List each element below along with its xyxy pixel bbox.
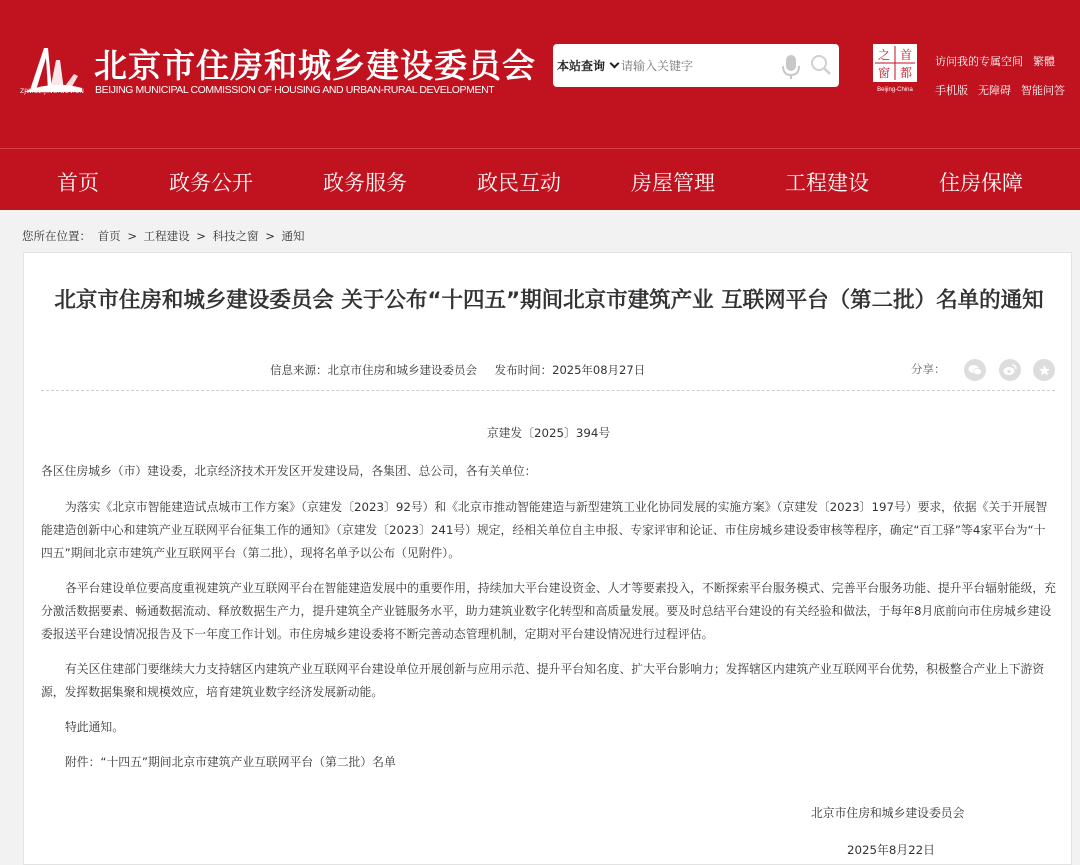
signature-date: 2025年8月22日 bbox=[847, 843, 935, 857]
search-scope-dropdown[interactable] bbox=[557, 57, 618, 74]
article-meta bbox=[270, 362, 659, 378]
nav-item-housing-security[interactable]: 住房保障 bbox=[939, 171, 1023, 195]
breadcrumb-construction[interactable]: 工程建设 bbox=[143, 229, 190, 243]
issuer-signature: 北京市住房和城乡建设委员会 bbox=[811, 806, 965, 820]
nav-item-construction[interactable]: 工程建设 bbox=[785, 171, 869, 195]
nav-item-home[interactable]: 首页 bbox=[57, 171, 99, 195]
search-scope-label: 本站查询 bbox=[557, 59, 606, 73]
breadcrumb-label: 您所在位置： bbox=[22, 229, 91, 243]
document-number: 京建发〔2025〕394号 bbox=[486, 426, 611, 440]
breadcrumb-tech-window[interactable]: 科技之窗 bbox=[212, 229, 259, 243]
paragraph: 为落实《北京市智能建造试点城市工作方案》（京建发〔2023〕92号）和《北京市推动智能建造与新型建筑工业化协同发展的实施方案》（京建发〔2023〕197号）要求，依据《关于开展智能建造创新中心和建筑产业互联网平台征集工作的通知》（京建发〔2023〕241号）规定，经相关单位自主申报、专家评审和论证、市住房城乡建设委审核等程序，确定“百工驿”等4家平台为“十四五”期间北京市建筑产业互联网平台（第二批），现将名单予以公布（见附件）。 bbox=[41, 500, 1048, 560]
capital-logo-char: 之 bbox=[877, 48, 891, 62]
breadcrumb-separator: > bbox=[265, 229, 275, 243]
attachment-link[interactable]: 附件：“十四五”期间北京市建筑产业互联网平台（第二批）名单 bbox=[65, 755, 396, 769]
breadcrumb-home[interactable]: 首页 bbox=[97, 229, 121, 243]
nav-item-housing-management[interactable]: 房屋管理 bbox=[631, 171, 715, 195]
breadcrumb-separator: > bbox=[127, 229, 137, 243]
capital-logo-char: 首 bbox=[899, 48, 913, 62]
capital-window-logo-icon[interactable] bbox=[871, 42, 919, 94]
nav-item-gov-services[interactable]: 政务服务 bbox=[323, 171, 407, 195]
wechat-icon[interactable] bbox=[964, 359, 986, 381]
title-divider bbox=[41, 390, 1055, 391]
capital-logo-caption: Beijing-China bbox=[877, 87, 913, 93]
chevron-down-icon bbox=[610, 59, 620, 69]
capital-logo-char: 都 bbox=[899, 66, 913, 80]
breadcrumb-separator: > bbox=[196, 229, 206, 243]
article-publish-time: 发布时间：2025年08月27日 bbox=[494, 363, 646, 377]
site-header bbox=[0, 0, 1080, 148]
article-title: 北京市住房和城乡建设委员会 关于公布“十四五”期间北京市建筑产业 互联网平台（第二批）名单的通知 bbox=[54, 288, 1044, 313]
smart-qa-link[interactable]: 智能问答 bbox=[1021, 83, 1065, 97]
article-body bbox=[41, 496, 1057, 786]
mobile-version-link[interactable]: 手机版 bbox=[935, 83, 968, 97]
breadcrumb-notice[interactable]: 通知 bbox=[281, 229, 305, 243]
nav-item-gov-affairs[interactable]: 政务公开 bbox=[169, 171, 253, 195]
main-nav bbox=[0, 148, 1080, 210]
top-links bbox=[935, 46, 1065, 104]
salutation: 各区住房城乡（市）建设委，北京经济技术开发区开发建设局，各集团、总公司，各有关单位： bbox=[41, 464, 537, 478]
logo-domain-text: ZJW.BEIJING.GOV.CN bbox=[20, 88, 85, 95]
accessibility-link[interactable]: 无障碍 bbox=[978, 83, 1011, 97]
capital-logo-char: 窗 bbox=[877, 66, 891, 80]
traditional-chinese-link[interactable]: 繁體 bbox=[1033, 54, 1055, 68]
microphone-icon[interactable] bbox=[782, 54, 800, 80]
paragraph: 各平台建设单位要高度重视建筑产业互联网平台在智能建造发展中的重要作用，持续加大平台建设资金、人才等要素投入，不断探索平台服务模式、完善平台服务功能、提升平台辐射能级，充分激活数据要素、畅通数据流动、释放数据生产力，提升建筑全产业链服务水平，助力建筑业数字化转型和高质量发展。要及时总结平台建设的有关经验和做法，于每年8月底前向市住房城乡建设委报送平台建设情况报告及下一年度工作计划。市住房城乡建设委将不断完善动态管理机制，定期对平台建设情况进行过程评估。 bbox=[41, 581, 1056, 641]
article-source: 信息来源：北京市住房和城乡建设委员会 bbox=[270, 363, 477, 377]
weibo-icon[interactable] bbox=[999, 359, 1021, 381]
search-icon[interactable] bbox=[810, 54, 832, 76]
search-input[interactable] bbox=[621, 54, 771, 78]
site-title[interactable]: 北京市住房和城乡建设委员会 bbox=[94, 46, 536, 85]
breadcrumb bbox=[22, 228, 308, 244]
site-subtitle: BEIJING MUNICIPAL COMMISSION OF HOUSING AND URBAN-RURAL DEVELOPMENT bbox=[95, 84, 495, 96]
personal-space-link[interactable]: 访问我的专属空间 bbox=[935, 54, 1023, 68]
paragraph: 特此通知。 bbox=[65, 720, 124, 734]
nav-item-interaction[interactable]: 政民互动 bbox=[477, 171, 561, 195]
share-label: 分享： bbox=[911, 362, 946, 376]
article-panel bbox=[23, 252, 1072, 865]
paragraph: 有关区住建部门要继续大力支持辖区内建筑产业互联网平台建设单位开展创新与应用示范、提升平台知名度、扩大平台影响力；发挥辖区内建筑产业互联网平台优势，积极整合产业上下游资源，发挥数据集聚和规模效应，培育建筑业数字经济发展新动能。 bbox=[41, 662, 1045, 699]
favorite-icon[interactable] bbox=[1033, 359, 1055, 381]
